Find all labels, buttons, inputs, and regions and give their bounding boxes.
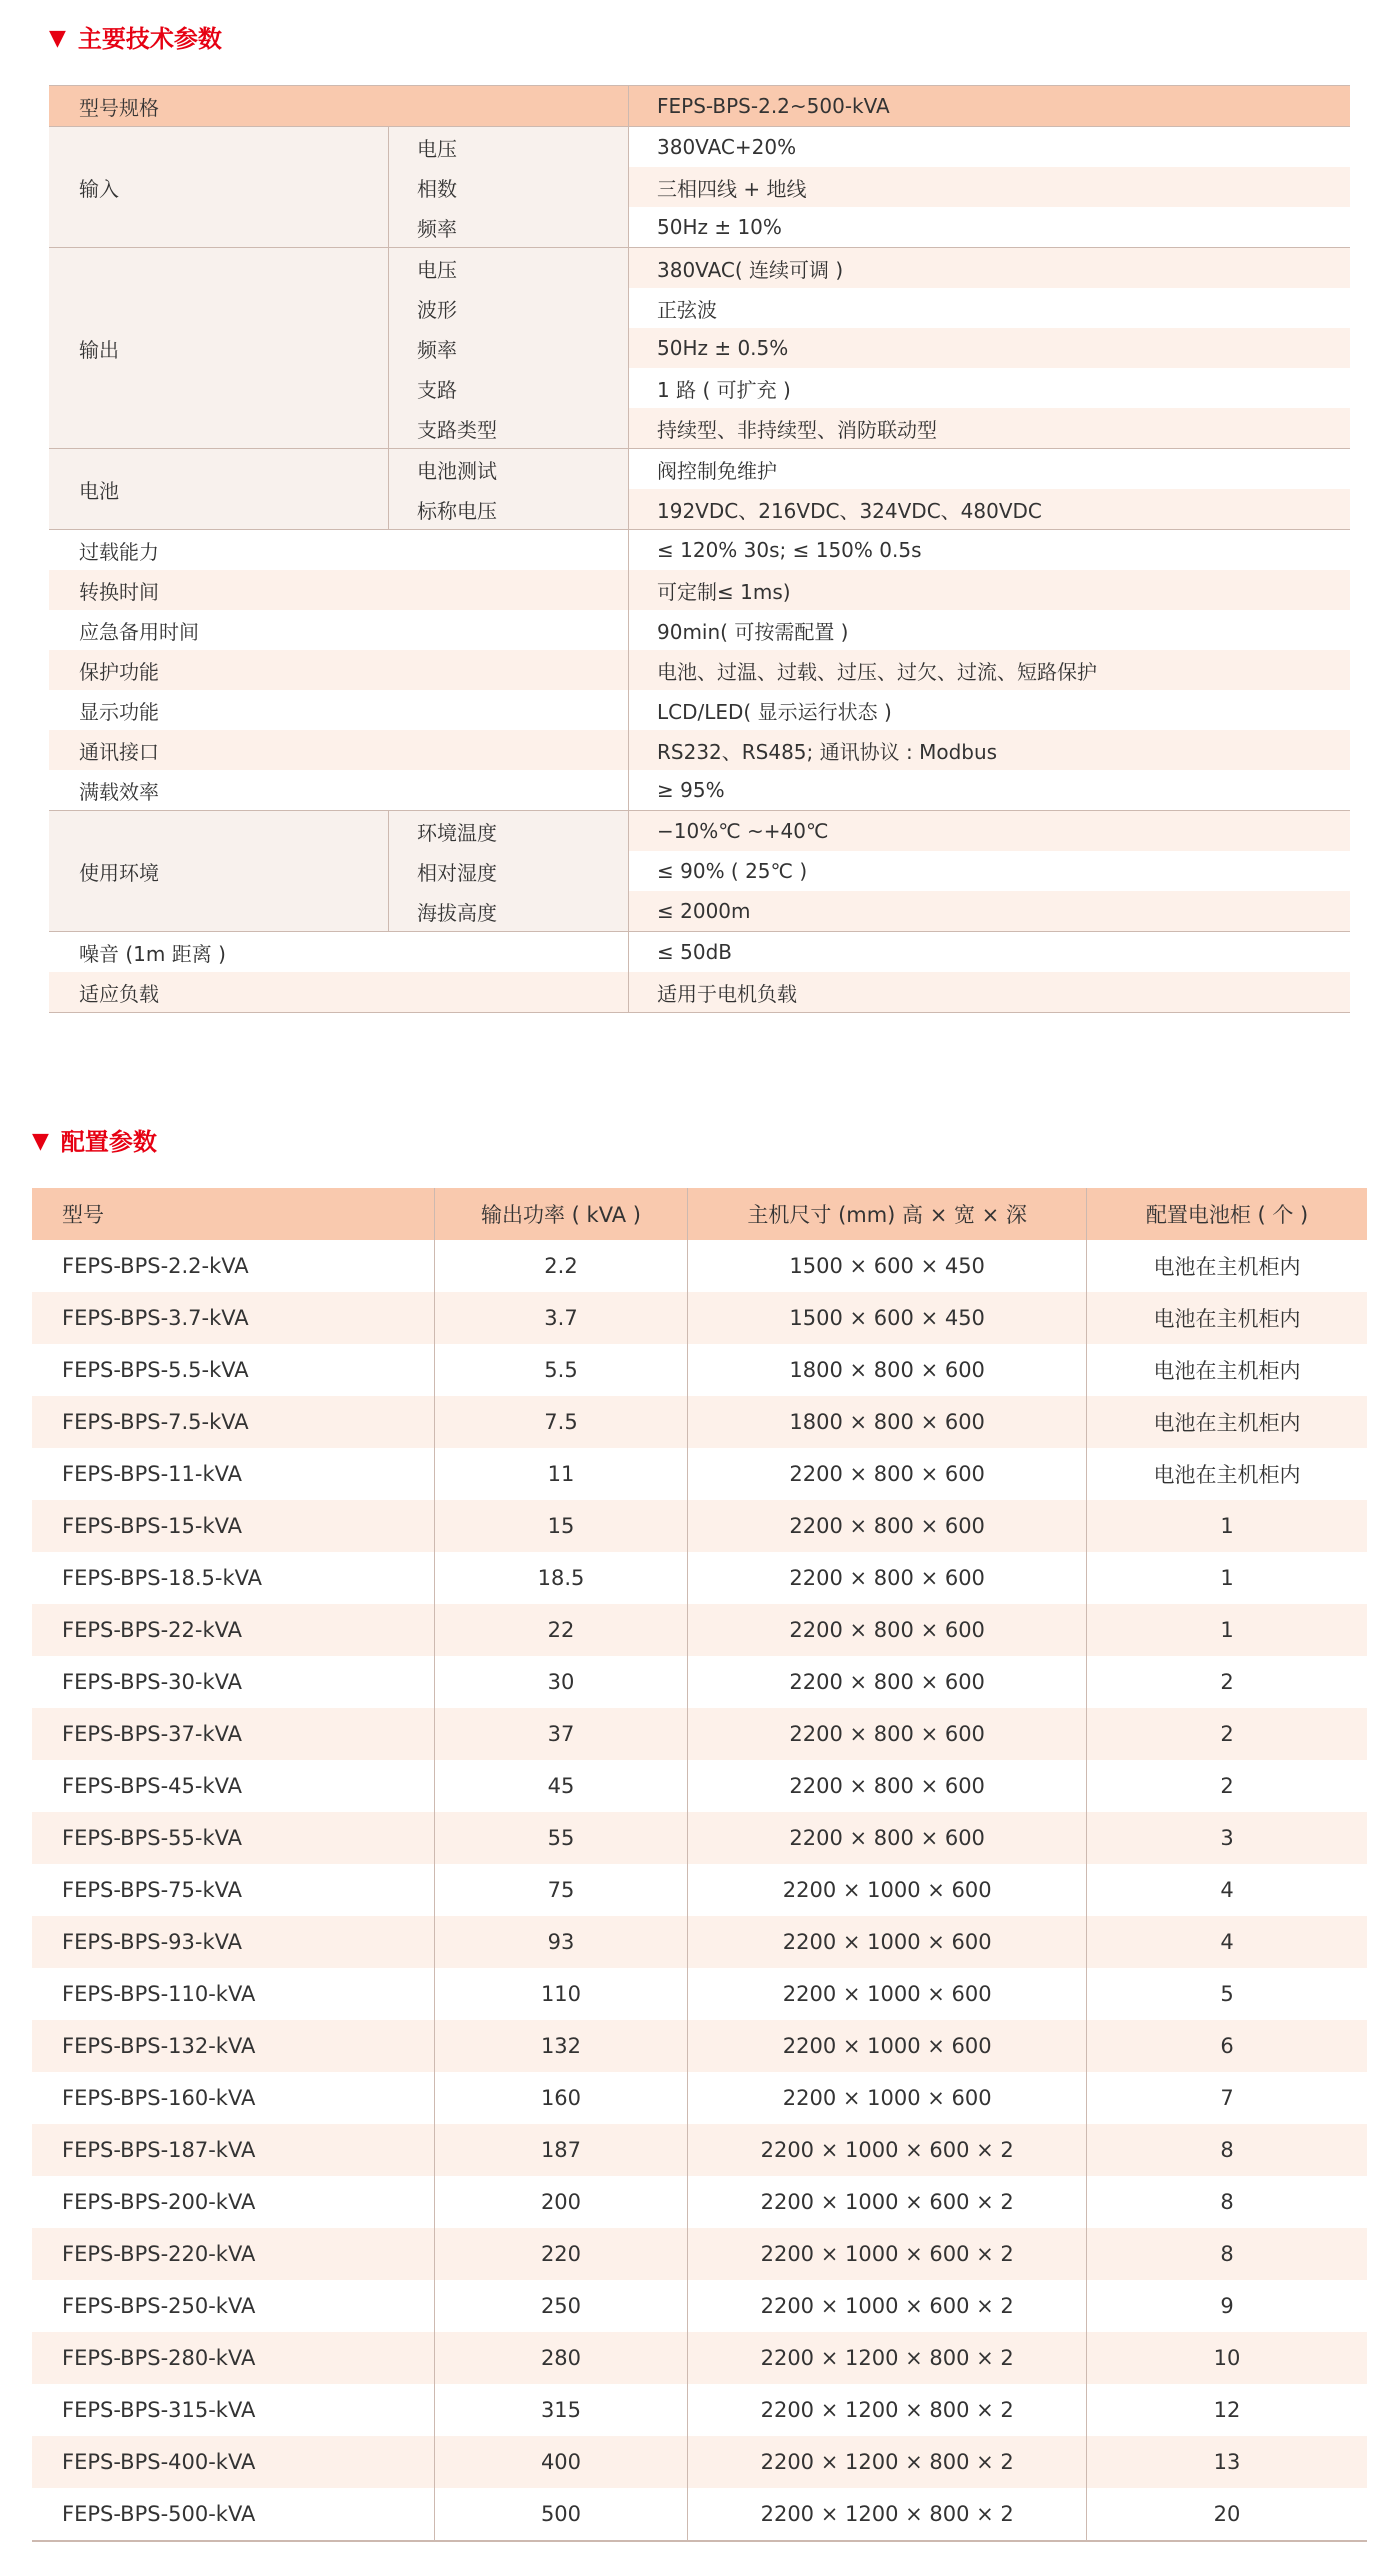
spec-row <box>388 127 1350 167</box>
cell-power: 22 <box>434 1604 688 1656</box>
cell-power: 3.7 <box>434 1292 688 1344</box>
spec-value: ≤ 90% ( 25℃ ) <box>628 851 1350 891</box>
column-header-model: 型号 <box>32 1188 434 1240</box>
cell-power: 132 <box>434 2020 688 2072</box>
table-row <box>32 2020 1367 2072</box>
table-row <box>32 1656 1367 1708</box>
cell-power: 250 <box>434 2280 688 2332</box>
spec-value: 50Hz ± 0.5% <box>628 328 1350 368</box>
spec-value: LCD/LED( 显示运行状态 ) <box>628 690 1350 730</box>
cell-battery: 8 <box>1087 2176 1367 2228</box>
cell-model: FEPS-BPS-220-kVA <box>32 2228 434 2280</box>
cell-power: 55 <box>434 1812 688 1864</box>
cell-size: 2200 × 1200 × 800 × 2 <box>688 2436 1087 2488</box>
cell-size: 2200 × 1000 × 600 × 2 <box>688 2124 1087 2176</box>
config-table-body <box>32 1240 1367 2541</box>
cell-battery: 4 <box>1087 1916 1367 1968</box>
spec-row <box>49 610 1350 650</box>
cell-power: 45 <box>434 1760 688 1812</box>
spec-label: 应急备用时间 <box>79 619 199 644</box>
config-table <box>32 1188 1367 2542</box>
cell-size: 2200 × 800 × 600 <box>688 1656 1087 1708</box>
spec-group <box>49 126 1350 247</box>
spec-label: 噪音 (1m 距离 ) <box>79 941 226 966</box>
spec-row <box>388 167 1350 207</box>
section-title-text: 主要技术参数 <box>77 25 222 53</box>
spec-group <box>49 247 1350 448</box>
spec-sub-label: 电池测试 <box>388 449 628 489</box>
cell-model: FEPS-BPS-132-kVA <box>32 2020 434 2072</box>
spec-value: 电池、过温、过载、过压、过欠、过流、短路保护 <box>628 650 1350 690</box>
cell-power: 75 <box>434 1864 688 1916</box>
spec-value: 50Hz ± 10% <box>628 207 1350 247</box>
spec-value: RS232、RS485; 通讯协议 : Modbus <box>628 730 1350 770</box>
spec-value: 三相四线 + 地线 <box>628 167 1350 207</box>
cell-model: FEPS-BPS-110-kVA <box>62 1982 256 2006</box>
cell-power: 5.5 <box>434 1344 688 1396</box>
spec-row <box>388 891 1350 931</box>
cell-battery: 4 <box>1087 1864 1367 1916</box>
spec-sub-label: 电压 <box>388 248 628 288</box>
cell-battery: 1 <box>1087 1500 1367 1552</box>
cell-size: 2200 × 1000 × 600 <box>688 1864 1087 1916</box>
cell-size: 2200 × 800 × 600 <box>688 1812 1087 1864</box>
cell-power: 37 <box>434 1708 688 1760</box>
spec-group <box>49 448 1350 529</box>
cell-battery: 1 <box>1087 1552 1367 1604</box>
spec-value: 阀控制免维护 <box>628 449 1350 489</box>
spec-row <box>49 570 1350 610</box>
cell-model: FEPS-BPS-3.7-kVA <box>32 1292 434 1344</box>
table-row <box>32 1968 1367 2020</box>
cell-battery: 13 <box>1087 2436 1367 2488</box>
spec-row <box>49 730 1350 770</box>
spec-sub-label: 相对湿度 <box>388 851 628 891</box>
spec-sub-label: 支路类型 <box>388 408 628 448</box>
cell-power: 220 <box>434 2228 688 2280</box>
spec-label: 适应负载 <box>79 981 159 1006</box>
spec-group-subs <box>388 811 1350 931</box>
cell-size: 2200 × 1000 × 600 <box>688 2072 1087 2124</box>
column-header-size: 主机尺寸 (mm) 高 × 宽 × 深 <box>688 1188 1087 1240</box>
cell-model: FEPS-BPS-200-kVA <box>62 2190 256 2214</box>
cell-size: 2200 × 1200 × 800 × 2 <box>688 2332 1087 2384</box>
cell-battery: 电池在主机柜内 <box>1087 1344 1367 1396</box>
spec-group-label: 输出 <box>49 248 388 448</box>
cell-size: 2200 × 1000 × 600 <box>688 1916 1087 1968</box>
cell-model: FEPS-BPS-75-kVA <box>62 1878 242 1902</box>
cell-power: 2.2 <box>434 1240 688 1292</box>
table-row <box>32 1604 1367 1656</box>
spec-group-subs <box>388 248 1350 448</box>
spec-label: 保护功能 <box>79 659 159 684</box>
cell-power: 15 <box>434 1500 688 1552</box>
cell-model: FEPS-BPS-315-kVA <box>62 2398 256 2422</box>
cell-model: FEPS-BPS-7.5-kVA <box>32 1396 434 1448</box>
table-row <box>32 1708 1367 1760</box>
table-row <box>32 1500 1367 1552</box>
cell-size: 2200 × 800 × 600 <box>688 1448 1087 1500</box>
spec-row <box>388 811 1350 851</box>
table-row <box>32 2072 1367 2124</box>
table-row <box>32 2280 1367 2332</box>
spec-row <box>388 449 1350 489</box>
cell-size: 1800 × 800 × 600 <box>688 1344 1087 1396</box>
spec-group-label: 输入 <box>49 127 388 247</box>
cell-power: 315 <box>434 2384 688 2436</box>
spec-value: 1 路 ( 可扩充 ) <box>628 368 1350 408</box>
spec-value: 380VAC+20% <box>628 127 1350 167</box>
cell-power: 280 <box>434 2332 688 2384</box>
spec-group-label: 电池 <box>49 449 388 529</box>
cell-battery: 7 <box>1087 2072 1367 2124</box>
cell-power: 160 <box>434 2072 688 2124</box>
spec-row <box>388 288 1350 328</box>
cell-battery: 2 <box>1087 1656 1367 1708</box>
section-title-config <box>32 1130 157 1154</box>
cell-power: 500 <box>434 2488 688 2541</box>
spec-label: 满载效率 <box>79 779 159 804</box>
table-row <box>32 2436 1367 2488</box>
spec-label: 转换时间 <box>79 579 159 604</box>
spec-group-subs <box>388 449 1350 529</box>
cell-size: 2200 × 1000 × 600 × 2 <box>688 2176 1087 2228</box>
table-row <box>32 1864 1367 1916</box>
spec-sub-label: 波形 <box>388 288 628 328</box>
spec-table-body <box>49 126 1350 1012</box>
table-row <box>32 2124 1367 2176</box>
cell-size: 2200 × 1200 × 800 × 2 <box>688 2488 1087 2541</box>
spec-row <box>49 690 1350 730</box>
cell-model: FEPS-BPS-55-kVA <box>32 1812 434 1864</box>
spec-value: 192VDC、216VDC、324VDC、480VDC <box>628 489 1350 529</box>
cell-model: FEPS-BPS-30-kVA <box>62 1670 242 1694</box>
cell-battery: 3 <box>1087 1812 1367 1864</box>
cell-model: FEPS-BPS-15-kVA <box>32 1500 434 1552</box>
cell-size: 2200 × 1000 × 600 <box>688 2020 1087 2072</box>
spec-sub-label: 海拔高度 <box>388 891 628 931</box>
table-row <box>32 1344 1367 1396</box>
cell-size: 2200 × 1000 × 600 <box>688 1968 1087 2020</box>
cell-battery: 5 <box>1087 1968 1367 2020</box>
cell-model: FEPS-BPS-280-kVA <box>32 2332 434 2384</box>
spec-header-label: 型号规格 <box>79 95 159 120</box>
table-row <box>32 1448 1367 1500</box>
spec-value: ≥ 95% <box>628 770 1350 810</box>
spec-row <box>388 408 1350 448</box>
spec-table <box>49 85 1350 1013</box>
spec-group-subs <box>388 127 1350 247</box>
spec-value: ≤ 50dB <box>628 932 1350 972</box>
table-row <box>32 2332 1367 2384</box>
table-row <box>32 1396 1367 1448</box>
cell-battery: 8 <box>1087 2228 1367 2280</box>
spec-header-value: FEPS-BPS-2.2~500-kVA <box>628 86 1350 126</box>
cell-size: 2200 × 800 × 600 <box>688 1552 1087 1604</box>
cell-model: FEPS-BPS-45-kVA <box>62 1774 242 1798</box>
cell-size: 2200 × 1000 × 600 × 2 <box>688 2228 1087 2280</box>
spec-row <box>49 529 1350 570</box>
cell-size: 1500 × 600 × 450 <box>688 1292 1087 1344</box>
spec-row <box>49 770 1350 810</box>
table-row <box>32 2488 1367 2541</box>
spec-label: 过载能力 <box>79 539 159 564</box>
column-header-power: 输出功率 ( kVA ) <box>434 1188 688 1240</box>
table-row <box>32 1552 1367 1604</box>
spec-sub-label: 频率 <box>388 207 628 247</box>
spec-sub-label: 标称电压 <box>388 489 628 529</box>
cell-power: 7.5 <box>434 1396 688 1448</box>
column-header-battery: 配置电池柜 ( 个 ) <box>1087 1188 1367 1240</box>
cell-model: FEPS-BPS-2.2-kVA <box>62 1254 249 1278</box>
cell-model: FEPS-BPS-22-kVA <box>32 1604 434 1656</box>
config-table-header <box>32 1188 1367 1240</box>
triangle-down-icon: ▼ <box>49 26 66 51</box>
table-row <box>32 1240 1367 1292</box>
cell-model: FEPS-BPS-37-kVA <box>32 1708 434 1760</box>
cell-model: FEPS-BPS-5.5-kVA <box>62 1358 249 1382</box>
cell-battery: 电池在主机柜内 <box>1087 1240 1367 1292</box>
spec-sub-label: 频率 <box>388 328 628 368</box>
cell-battery: 电池在主机柜内 <box>1087 1448 1367 1500</box>
cell-power: 400 <box>434 2436 688 2488</box>
cell-battery: 1 <box>1087 1604 1367 1656</box>
cell-model: FEPS-BPS-500-kVA <box>32 2488 434 2541</box>
spec-sub-label: 电压 <box>388 127 628 167</box>
spec-label: 显示功能 <box>79 699 159 724</box>
spec-value: ≤ 2000m <box>628 891 1350 931</box>
cell-model: FEPS-BPS-18.5-kVA <box>62 1566 263 1590</box>
spec-value: −10%℃ ~+40℃ <box>628 811 1350 851</box>
spec-row <box>49 931 1350 972</box>
spec-value: 持续型、非持续型、消防联动型 <box>628 408 1350 448</box>
table-row <box>32 2384 1367 2436</box>
cell-power: 200 <box>434 2176 688 2228</box>
cell-battery: 6 <box>1087 2020 1367 2072</box>
spec-table-header <box>49 86 1350 126</box>
cell-size: 2200 × 800 × 600 <box>688 1760 1087 1812</box>
spec-row <box>388 368 1350 408</box>
table-row <box>32 1760 1367 1812</box>
cell-battery: 10 <box>1087 2332 1367 2384</box>
table-row <box>32 1812 1367 1864</box>
spec-value: 可定制≤ 1ms) <box>628 570 1350 610</box>
spec-value: 正弦波 <box>628 288 1350 328</box>
section-title-text: 配置参数 <box>60 1128 157 1156</box>
cell-model: FEPS-BPS-187-kVA <box>32 2124 434 2176</box>
cell-size: 2200 × 1000 × 600 × 2 <box>688 2280 1087 2332</box>
spec-group-label: 使用环境 <box>49 811 388 931</box>
cell-power: 187 <box>434 2124 688 2176</box>
table-row <box>32 2228 1367 2280</box>
spec-row <box>388 851 1350 891</box>
spec-row <box>388 489 1350 529</box>
cell-power: 93 <box>434 1916 688 1968</box>
spec-row <box>388 207 1350 247</box>
cell-battery: 12 <box>1087 2384 1367 2436</box>
spec-value: ≤ 120% 30s; ≤ 150% 0.5s <box>628 530 1350 570</box>
cell-model: FEPS-BPS-160-kVA <box>62 2086 256 2110</box>
cell-size: 2200 × 800 × 600 <box>688 1500 1087 1552</box>
cell-battery: 9 <box>1087 2280 1367 2332</box>
spec-row <box>388 328 1350 368</box>
cell-size: 2200 × 1200 × 800 × 2 <box>688 2384 1087 2436</box>
cell-power: 30 <box>434 1656 688 1708</box>
spec-value: 90min( 可按需配置 ) <box>628 610 1350 650</box>
spec-row <box>49 972 1350 1012</box>
cell-size: 2200 × 800 × 600 <box>688 1604 1087 1656</box>
spec-label: 通讯接口 <box>79 739 159 764</box>
triangle-down-icon: ▼ <box>32 1129 49 1154</box>
cell-battery: 20 <box>1087 2488 1367 2541</box>
cell-battery: 2 <box>1087 1708 1367 1760</box>
spec-value: 380VAC( 连续可调 ) <box>628 248 1350 288</box>
spec-row <box>388 248 1350 288</box>
cell-size: 1500 × 600 × 450 <box>688 1240 1087 1292</box>
cell-battery: 8 <box>1087 2124 1367 2176</box>
table-row <box>32 1916 1367 1968</box>
cell-power: 18.5 <box>434 1552 688 1604</box>
cell-model: FEPS-BPS-400-kVA <box>32 2436 434 2488</box>
cell-model: FEPS-BPS-11-kVA <box>62 1462 242 1486</box>
spec-value: 适用于电机负载 <box>628 972 1350 1012</box>
spec-sub-label: 相数 <box>388 167 628 207</box>
spec-sub-label: 支路 <box>388 368 628 408</box>
cell-power: 110 <box>434 1968 688 2020</box>
cell-model: FEPS-BPS-93-kVA <box>32 1916 434 1968</box>
cell-power: 11 <box>434 1448 688 1500</box>
cell-battery: 电池在主机柜内 <box>1087 1396 1367 1448</box>
cell-size: 2200 × 800 × 600 <box>688 1708 1087 1760</box>
table-row <box>32 2176 1367 2228</box>
spec-sub-label: 环境温度 <box>388 811 628 851</box>
spec-group <box>49 810 1350 931</box>
cell-battery: 2 <box>1087 1760 1367 1812</box>
cell-battery: 电池在主机柜内 <box>1087 1292 1367 1344</box>
spec-row <box>49 650 1350 690</box>
section-title-spec <box>49 27 222 51</box>
cell-size: 1800 × 800 × 600 <box>688 1396 1087 1448</box>
table-row <box>32 1292 1367 1344</box>
cell-model: FEPS-BPS-250-kVA <box>62 2294 256 2318</box>
